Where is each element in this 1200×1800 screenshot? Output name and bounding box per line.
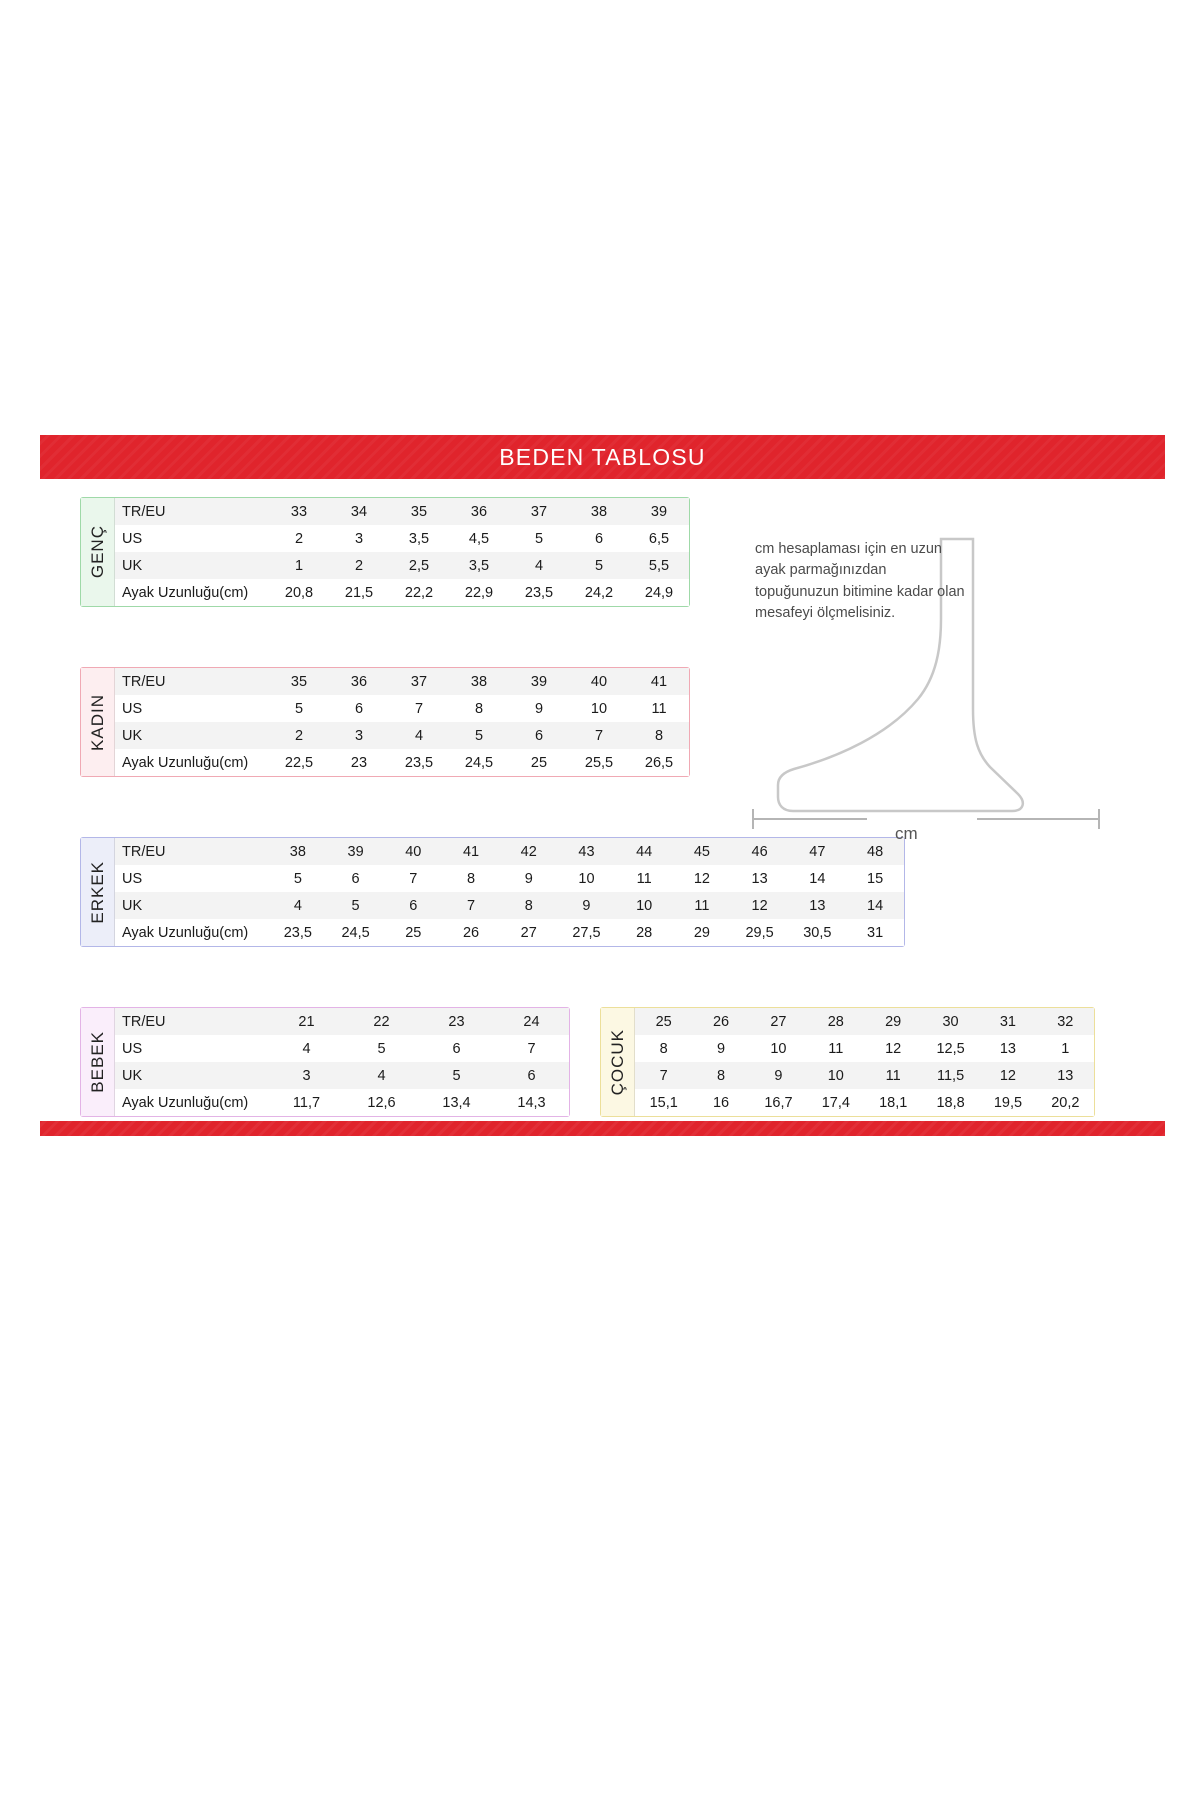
cell: 36 (449, 498, 509, 525)
cell: 8 (442, 865, 500, 892)
cell: 33 (269, 498, 329, 525)
row-header-uk: UK (115, 552, 269, 579)
chart-body (40, 479, 1165, 1121)
cell: 6 (327, 865, 385, 892)
table-row (115, 838, 904, 865)
cell: 4 (269, 1035, 344, 1062)
cell: 31 (846, 919, 904, 946)
table-row (115, 498, 689, 525)
row-header-us: US (115, 865, 269, 892)
table-row (635, 1035, 1094, 1062)
cell: 47 (788, 838, 846, 865)
size-block-genc (80, 497, 690, 607)
cell: 10 (615, 892, 673, 919)
row-header-length: Ayak Uzunluğu(cm) (115, 919, 269, 946)
cell: 39 (509, 668, 569, 695)
table-row (635, 1008, 1094, 1035)
table-row (115, 525, 689, 552)
cell: 22,5 (269, 749, 329, 776)
row-header-length: Ayak Uzunluğu(cm) (115, 749, 269, 776)
row-header-us: US (115, 1035, 269, 1062)
table-row (115, 668, 689, 695)
cell: 20,2 (1037, 1089, 1094, 1116)
cell: 6 (419, 1035, 494, 1062)
cell: 29 (865, 1008, 922, 1035)
cell: 5 (269, 865, 327, 892)
cell: 39 (629, 498, 689, 525)
cell: 8 (692, 1062, 749, 1089)
cell: 40 (569, 668, 629, 695)
cell: 7 (389, 695, 449, 722)
cell: 4 (269, 892, 327, 919)
cell: 5,5 (629, 552, 689, 579)
measure-instructions: cm hesaplaması için en uzun ayak parmağınızdan topuğunuzun bitimine kadar olan mesafeyi ölçmelisiniz. (755, 541, 965, 622)
cell: 26 (692, 1008, 749, 1035)
cell: 25,5 (569, 749, 629, 776)
block-label-text: BEBEK (87, 1031, 107, 1093)
cell: 41 (442, 838, 500, 865)
cell: 7 (384, 865, 442, 892)
cell: 15 (846, 865, 904, 892)
cell: 8 (635, 1035, 692, 1062)
size-block-erkek (80, 837, 905, 947)
cell: 11,5 (922, 1062, 979, 1089)
cell: 24,9 (629, 579, 689, 606)
cell: 4 (344, 1062, 419, 1089)
cell: 3,5 (389, 525, 449, 552)
cell: 5 (344, 1035, 419, 1062)
table-row (115, 1035, 569, 1062)
cell: 48 (846, 838, 904, 865)
cell: 44 (615, 838, 673, 865)
cell: 28 (807, 1008, 864, 1035)
size-table-bebek (115, 1008, 569, 1116)
cell: 10 (750, 1035, 807, 1062)
size-table-erkek (115, 838, 904, 946)
block-label-text: ÇOCUK (607, 1028, 627, 1096)
cell: 11 (807, 1035, 864, 1062)
size-table-genc (115, 498, 689, 606)
row-header-length: Ayak Uzunluğu(cm) (115, 1089, 269, 1116)
cell: 13,4 (419, 1089, 494, 1116)
cell: 23,5 (269, 919, 327, 946)
cell: 11 (865, 1062, 922, 1089)
cell: 26 (442, 919, 500, 946)
cell: 4,5 (449, 525, 509, 552)
cell: 13 (788, 892, 846, 919)
table-row (115, 749, 689, 776)
cell: 22,2 (389, 579, 449, 606)
row-header-us: US (115, 525, 269, 552)
row-header-treu: TR/EU (115, 838, 269, 865)
cell: 23,5 (509, 579, 569, 606)
cell: 27,5 (558, 919, 616, 946)
cell: 5 (269, 695, 329, 722)
block-label-genc (81, 498, 115, 606)
cell: 10 (569, 695, 629, 722)
cell: 22 (344, 1008, 419, 1035)
cell: 13 (1037, 1062, 1094, 1089)
cell: 22,9 (449, 579, 509, 606)
cell: 25 (635, 1008, 692, 1035)
cell: 38 (569, 498, 629, 525)
cell: 8 (629, 722, 689, 749)
size-block-kadin (80, 667, 690, 777)
block-label-text: GENÇ (87, 525, 107, 579)
table-row (115, 919, 904, 946)
size-table-cocuk (635, 1008, 1094, 1116)
cell: 10 (558, 865, 616, 892)
cell: 2 (329, 552, 389, 579)
cell: 21,5 (329, 579, 389, 606)
cell: 5 (509, 525, 569, 552)
cell: 11 (615, 865, 673, 892)
cell: 5 (449, 722, 509, 749)
cell: 34 (329, 498, 389, 525)
cell: 13 (731, 865, 789, 892)
row-header-uk: UK (115, 722, 269, 749)
block-label-erkek (81, 838, 115, 946)
cell: 7 (494, 1035, 569, 1062)
cell: 5 (419, 1062, 494, 1089)
cell: 6 (509, 722, 569, 749)
cell: 6 (384, 892, 442, 919)
block-label-text: ERKEK (87, 860, 107, 924)
size-chart-card (40, 435, 1165, 1136)
cell: 18,8 (922, 1089, 979, 1116)
cell: 2,5 (389, 552, 449, 579)
cell: 16 (692, 1089, 749, 1116)
cell: 17,4 (807, 1089, 864, 1116)
row-header-treu: TR/EU (115, 668, 269, 695)
cell: 15,1 (635, 1089, 692, 1116)
row-header-treu: TR/EU (115, 498, 269, 525)
cell: 43 (558, 838, 616, 865)
chart-footer (40, 1121, 1165, 1136)
cell: 5 (569, 552, 629, 579)
cell: 12,6 (344, 1089, 419, 1116)
cell: 29,5 (731, 919, 789, 946)
cell: 9 (558, 892, 616, 919)
table-row (115, 722, 689, 749)
cell: 24,5 (327, 919, 385, 946)
cell: 25 (509, 749, 569, 776)
chart-header (40, 435, 1165, 479)
cell: 6,5 (629, 525, 689, 552)
cell: 13 (979, 1035, 1036, 1062)
cm-measure-arrow (747, 804, 1107, 834)
cell: 6 (494, 1062, 569, 1089)
cell: 3 (329, 525, 389, 552)
table-row (115, 579, 689, 606)
cell: 16,7 (750, 1089, 807, 1116)
cell: 21 (269, 1008, 344, 1035)
cell: 31 (979, 1008, 1036, 1035)
cell: 20,8 (269, 579, 329, 606)
cell: 5 (327, 892, 385, 919)
cell: 39 (327, 838, 385, 865)
cell: 11 (629, 695, 689, 722)
cell: 12 (979, 1062, 1036, 1089)
block-label-cocuk (601, 1008, 635, 1116)
cell: 3,5 (449, 552, 509, 579)
cell: 7 (635, 1062, 692, 1089)
cell: 36 (329, 668, 389, 695)
cell: 26,5 (629, 749, 689, 776)
cell: 6 (329, 695, 389, 722)
cell: 38 (269, 838, 327, 865)
row-header-length: Ayak Uzunluğu(cm) (115, 579, 269, 606)
cell: 37 (509, 498, 569, 525)
row-header-uk: UK (115, 1062, 269, 1089)
cell: 27 (750, 1008, 807, 1035)
size-block-cocuk (600, 1007, 1095, 1117)
cell: 37 (389, 668, 449, 695)
cell: 35 (389, 498, 449, 525)
cell: 4 (509, 552, 569, 579)
cell: 46 (731, 838, 789, 865)
cell: 24,2 (569, 579, 629, 606)
cell: 41 (629, 668, 689, 695)
cell: 14 (788, 865, 846, 892)
cell: 38 (449, 668, 509, 695)
block-label-kadin (81, 668, 115, 776)
cm-label: cm (895, 824, 918, 843)
cell: 30 (922, 1008, 979, 1035)
cell: 11 (673, 892, 731, 919)
cell: 9 (509, 695, 569, 722)
cell: 23,5 (389, 749, 449, 776)
cell: 28 (615, 919, 673, 946)
cell: 8 (500, 892, 558, 919)
cell: 9 (500, 865, 558, 892)
page-title: BEDEN TABLOSU (499, 443, 706, 470)
cell: 3 (269, 1062, 344, 1089)
table-row (115, 865, 904, 892)
cell: 12 (731, 892, 789, 919)
cell: 3 (329, 722, 389, 749)
size-table-kadin (115, 668, 689, 776)
cell: 6 (569, 525, 629, 552)
cell: 9 (750, 1062, 807, 1089)
cell: 24 (494, 1008, 569, 1035)
cell: 1 (1037, 1035, 1094, 1062)
cell: 35 (269, 668, 329, 695)
cell: 9 (692, 1035, 749, 1062)
cell: 8 (449, 695, 509, 722)
cell: 14 (846, 892, 904, 919)
cell: 12 (673, 865, 731, 892)
cell: 24,5 (449, 749, 509, 776)
cell: 19,5 (979, 1089, 1036, 1116)
cell: 23 (419, 1008, 494, 1035)
cell: 2 (269, 722, 329, 749)
table-row (635, 1062, 1094, 1089)
cell: 12 (865, 1035, 922, 1062)
cell: 18,1 (865, 1089, 922, 1116)
cell: 32 (1037, 1008, 1094, 1035)
cell: 42 (500, 838, 558, 865)
table-row (115, 892, 904, 919)
cell: 30,5 (788, 919, 846, 946)
row-header-us: US (115, 695, 269, 722)
table-row (635, 1089, 1094, 1116)
cell: 14,3 (494, 1089, 569, 1116)
table-row (115, 1008, 569, 1035)
cell: 45 (673, 838, 731, 865)
cell: 40 (384, 838, 442, 865)
cell: 2 (269, 525, 329, 552)
table-row (115, 1062, 569, 1089)
cell: 4 (389, 722, 449, 749)
cell: 27 (500, 919, 558, 946)
cell: 11,7 (269, 1089, 344, 1116)
table-row (115, 695, 689, 722)
cell: 12,5 (922, 1035, 979, 1062)
cell: 23 (329, 749, 389, 776)
cell: 25 (384, 919, 442, 946)
row-header-treu: TR/EU (115, 1008, 269, 1035)
row-header-uk: UK (115, 892, 269, 919)
cell: 7 (569, 722, 629, 749)
cell: 7 (442, 892, 500, 919)
size-block-bebek (80, 1007, 570, 1117)
block-label-text: KADIN (87, 693, 107, 751)
table-row (115, 552, 689, 579)
block-label-bebek (81, 1008, 115, 1116)
cell: 10 (807, 1062, 864, 1089)
cell: 1 (269, 552, 329, 579)
cell: 29 (673, 919, 731, 946)
table-row (115, 1089, 569, 1116)
